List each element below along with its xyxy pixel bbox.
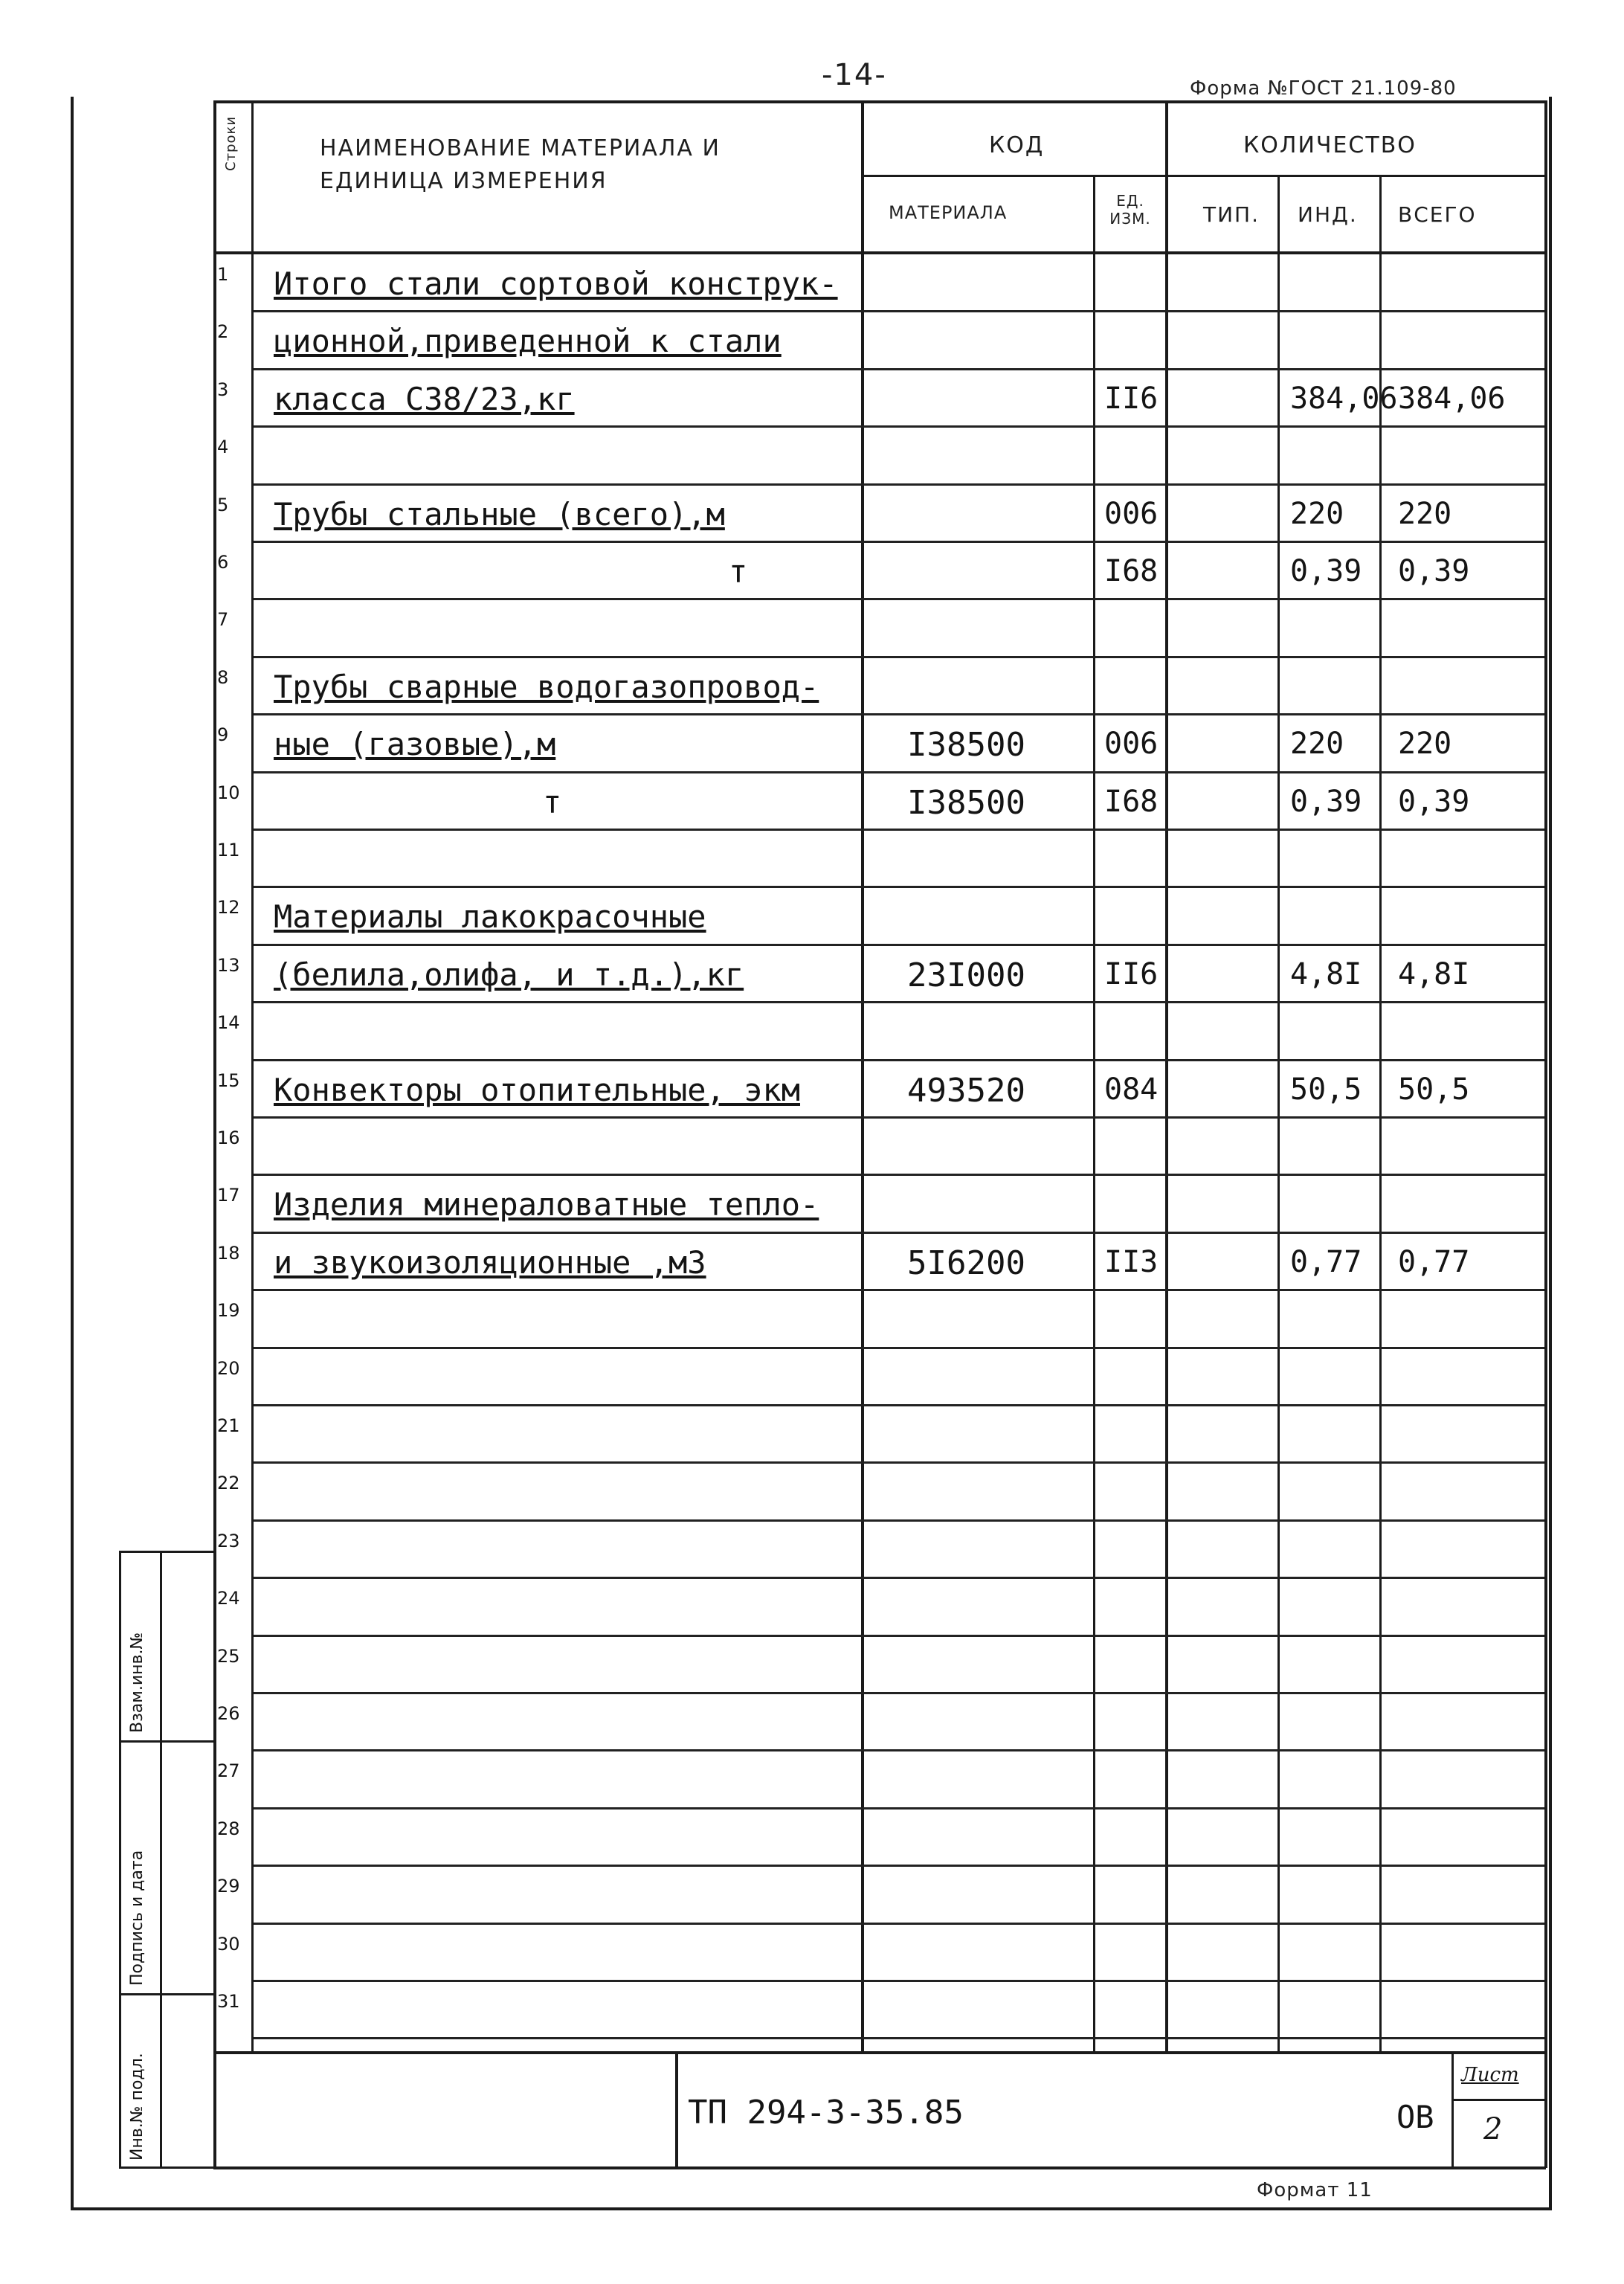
row-name: Трубы сварные водогазопровод- (274, 668, 819, 705)
col-sep-rownum (251, 100, 254, 2053)
row-unit-code: I68 (1104, 554, 1159, 588)
row-number: 23 (217, 1530, 240, 1551)
row-rule (254, 1519, 1544, 1522)
row-number: 18 (217, 1242, 240, 1264)
row-material-code: 5I6200 (907, 1244, 1025, 1282)
header-code-material: МАТЕРИАЛА (889, 202, 1008, 223)
row-number: 14 (217, 1012, 240, 1034)
row-qty-total: 220 (1398, 496, 1452, 531)
row-rule (254, 425, 1544, 428)
row-name: Материалы лакокрасочные (274, 898, 706, 936)
row-unit-code: II6 (1104, 381, 1159, 416)
outer-frame-left (71, 97, 74, 2209)
row-unit-code: II3 (1104, 1244, 1159, 1279)
row-number: 25 (217, 1645, 240, 1667)
row-qty-ind: 0,39 (1290, 784, 1362, 819)
row-number: 11 (217, 840, 240, 860)
row-number: 26 (217, 1703, 240, 1724)
row-rule (254, 1635, 1544, 1637)
margin-strip-sep1 (119, 1740, 216, 1743)
row-name: ционной,приведенной к стали (274, 323, 782, 360)
row-qty-total: 384,06 (1398, 381, 1506, 416)
row-material-code: 23I000 (907, 956, 1025, 994)
row-rule (254, 541, 1544, 543)
row-qty-total: 4,8I (1398, 956, 1470, 991)
table-right (1544, 100, 1547, 2168)
row-name: т (729, 553, 748, 590)
row-rule (254, 1289, 1544, 1291)
stamp-sheet-label: Лист (1461, 2064, 1519, 2086)
stamp-divider (675, 2054, 678, 2168)
header-code-unit: ЕД. ИЗМ. (1109, 192, 1151, 228)
col-sep-name (861, 100, 864, 2053)
page-number: -14- (822, 58, 887, 92)
row-rule (254, 1001, 1544, 1003)
row-qty-total: 220 (1398, 727, 1452, 762)
side-label-sign-date: Подпись и дата (128, 1850, 146, 1986)
header-bottom (213, 251, 1546, 254)
row-name: Трубы стальные (всего),м (274, 495, 725, 533)
stamp-sheet-divider (1451, 2054, 1454, 2168)
row-number: 7 (217, 609, 229, 631)
row-qty-total: 0,77 (1398, 1244, 1470, 1279)
row-rule (254, 713, 1544, 715)
row-number: 29 (217, 1876, 240, 1897)
row-unit-code: 084 (1104, 1072, 1159, 1107)
stamp-sheet-number: 2 (1483, 2112, 1503, 2146)
margin-strip-sep2 (119, 1993, 216, 1995)
header-qty-typ: ТИП. (1203, 202, 1260, 227)
row-qty-total: 0,39 (1398, 784, 1470, 819)
row-rule (254, 1059, 1544, 1061)
row-number: 19 (217, 1300, 240, 1322)
row-number: 10 (217, 782, 240, 803)
row-rule (254, 1865, 1544, 1867)
row-rule (254, 1980, 1544, 1982)
row-qty-ind: 50,5 (1290, 1072, 1362, 1107)
row-rule (254, 1923, 1544, 1925)
row-rule (254, 944, 1544, 946)
row-qty-total: 50,5 (1398, 1072, 1470, 1107)
stamp-designation: ТП 294-3-35.85 (688, 2094, 964, 2132)
row-rule (254, 1577, 1544, 1579)
margin-strip-mid (160, 1551, 162, 2168)
row-rule (254, 368, 1544, 370)
margin-strip-left (119, 1551, 121, 2168)
row-number: 27 (217, 1760, 240, 1782)
row-number: 9 (217, 724, 229, 746)
header-qty-total: ВСЕГО (1398, 202, 1477, 227)
row-unit-code: I68 (1104, 784, 1159, 819)
col-sep-mat (1093, 175, 1095, 2053)
row-qty-ind: 384,06 (1290, 381, 1398, 416)
row-qty-ind: 220 (1290, 727, 1344, 762)
row-material-code: I38500 (907, 726, 1025, 765)
table-top (213, 100, 1546, 103)
table-bottom (213, 2051, 1546, 2054)
row-rule (254, 656, 1544, 658)
row-material-code: 493520 (907, 1071, 1025, 1110)
row-rule (254, 483, 1544, 486)
table-left (213, 100, 216, 2168)
row-rule (254, 598, 1544, 600)
row-rule (254, 1749, 1544, 1751)
row-unit-code: 006 (1104, 496, 1159, 531)
row-name: ные (газовые),м (274, 726, 556, 763)
row-rule (254, 1461, 1544, 1464)
row-number: 12 (217, 897, 240, 919)
row-number: 30 (217, 1933, 240, 1955)
row-name: (белила,олифа, и т.д.),кг (274, 956, 744, 993)
row-name: Изделия минераловатные тепло- (274, 1186, 819, 1223)
row-name: т (543, 783, 562, 820)
row-number: 3 (217, 379, 229, 400)
row-rule (254, 771, 1544, 773)
row-rule (254, 310, 1544, 312)
format-label: Формат 11 (1257, 2179, 1373, 2201)
row-rule (254, 1347, 1544, 1349)
row-name: класса С38/23,кг (274, 380, 575, 417)
row-number: 17 (217, 1185, 240, 1206)
row-name: Итого стали сортовой конструк- (274, 266, 838, 302)
col-sep-typ (1277, 175, 1280, 2053)
form-label: Форма №ГОСТ 21.109-80 (1190, 77, 1457, 100)
stamp-bottom (213, 2166, 1546, 2169)
stamp-sheet-line (1451, 2099, 1546, 2101)
header-qty-ind: ИНД. (1298, 202, 1358, 227)
row-number: 16 (217, 1127, 240, 1148)
row-number: 4 (217, 437, 229, 458)
outer-frame-right (1549, 97, 1552, 2210)
outer-frame-bottom (71, 2207, 1550, 2210)
row-qty-ind: 4,8I (1290, 956, 1362, 991)
row-number: 22 (217, 1473, 240, 1494)
side-label-inv-orig: Инв.№ подл. (128, 2053, 146, 2161)
row-qty-ind: 220 (1290, 496, 1344, 531)
row-number: 5 (217, 494, 229, 515)
row-rule (254, 1692, 1544, 1694)
row-rule (254, 1404, 1544, 1406)
row-number: 21 (217, 1415, 240, 1436)
row-name: и звукоизоляционные ,м3 (274, 1244, 706, 1281)
row-number: 28 (217, 1818, 240, 1839)
row-rule (254, 1116, 1544, 1119)
row-qty-total: 0,39 (1398, 554, 1470, 588)
row-number: 8 (217, 666, 229, 688)
row-material-code: I38500 (907, 783, 1025, 822)
row-qty-ind: 0,77 (1290, 1244, 1362, 1279)
row-rule (254, 2037, 1544, 2039)
header-qty-group: КОЛИЧЕСТВО (1243, 132, 1417, 158)
row-number: 2 (217, 321, 229, 343)
header-rownum: Строки (223, 115, 239, 171)
row-number: 20 (217, 1357, 240, 1379)
margin-strip-bottom (119, 2166, 216, 2169)
row-number: 6 (217, 552, 229, 573)
row-number: 31 (217, 1991, 240, 2012)
row-number: 13 (217, 954, 240, 976)
row-number: 1 (217, 264, 229, 285)
row-rule (254, 829, 1544, 831)
side-label-inv-subst: Взам.инв.№ (128, 1632, 146, 1733)
row-number: 15 (217, 1069, 240, 1091)
margin-strip-top (119, 1551, 216, 1553)
row-number: 24 (217, 1588, 240, 1609)
header-name-col: НАИМЕНОВАНИЕ МАТЕРИАЛА И ЕДИНИЦА ИЗМЕРЕНИЯ (320, 135, 721, 194)
header-code-group: КОД (989, 132, 1045, 158)
row-rule (254, 1232, 1544, 1234)
header-subline (864, 175, 1545, 177)
row-qty-ind: 0,39 (1290, 554, 1362, 588)
row-rule (254, 1174, 1544, 1176)
row-unit-code: 006 (1104, 727, 1159, 762)
row-rule (254, 1807, 1544, 1809)
row-name: Конвекторы отопительные, экм (274, 1071, 801, 1108)
row-rule (254, 886, 1544, 888)
col-sep-ind (1379, 175, 1382, 2053)
row-unit-code: II6 (1104, 956, 1159, 991)
stamp-section: ОВ (1396, 2099, 1434, 2135)
col-sep-unit (1165, 100, 1168, 2053)
